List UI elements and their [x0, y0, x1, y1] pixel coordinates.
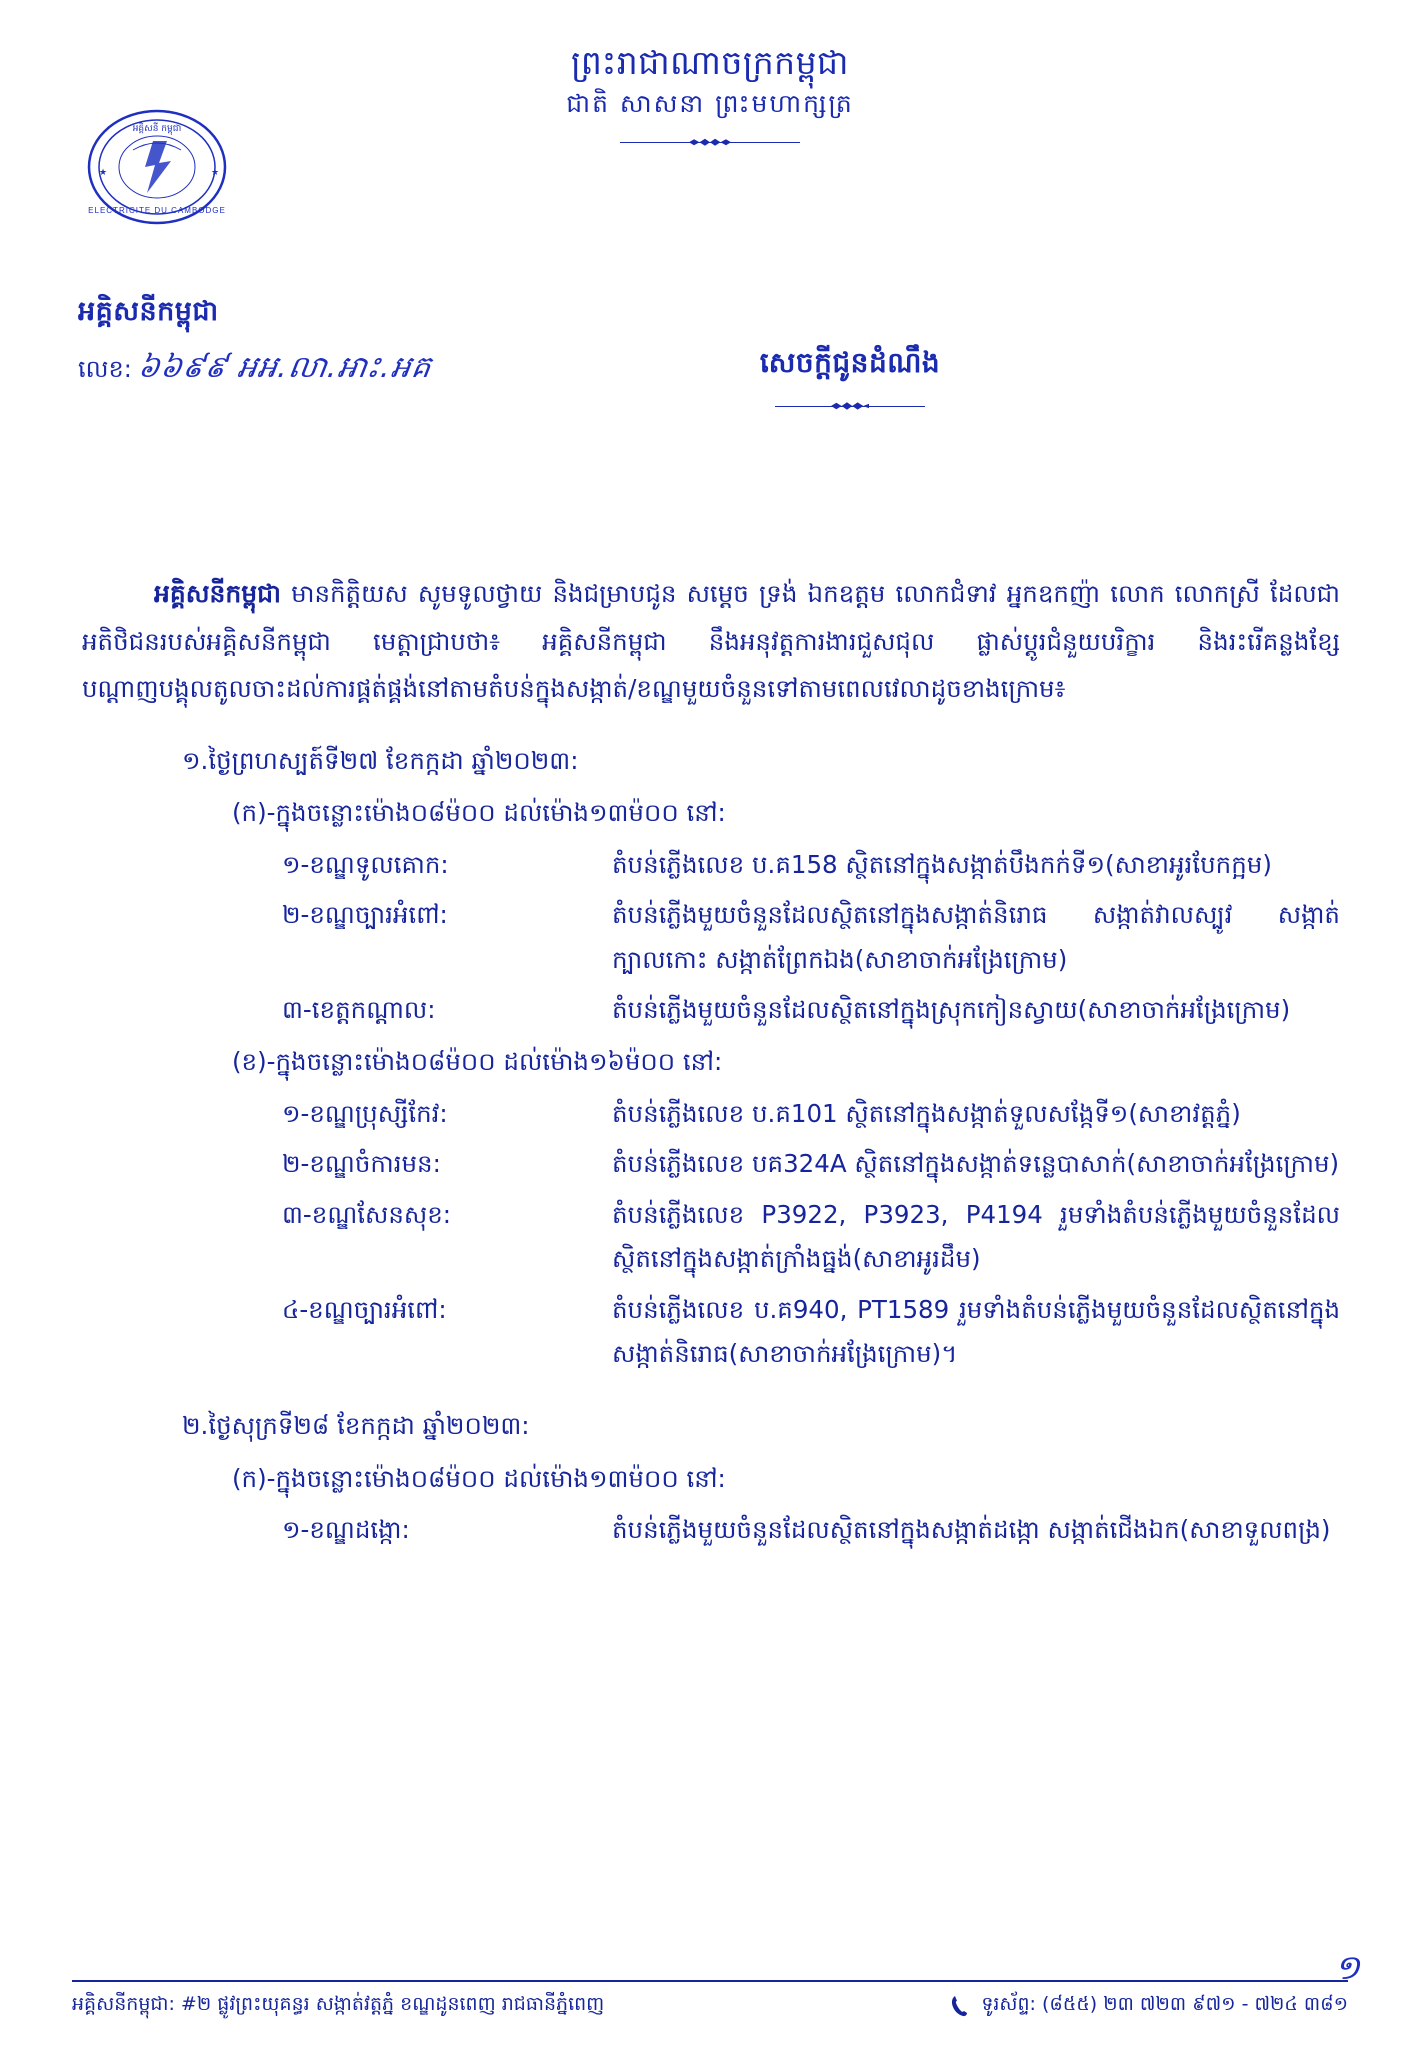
list-item: [282, 988, 1340, 1033]
document-footer: [0, 1980, 1420, 2020]
entry-name: ១-ខណ្ឌទូលគោក:: [282, 849, 449, 879]
entry-description: តំបន់ភ្លើងមួយចំនួនដែលស្ថិតនៅក្នុងស្រុកកៀនស្វាយ(សាខាចាក់អង្រែក្រោម): [612, 995, 1291, 1025]
group-label: (ខ)-ក្នុងចន្លោះម៉ោង០៨ម៉០០ ដល់ម៉ោង១៦ម៉០០ នៅ:: [232, 1046, 723, 1076]
footer-phone-text: ទូរស័ព្ទ: (៨៥៥) ២៣ ៧២៣ ៩៧១ - ៧២៤ ៣៨១: [981, 1993, 1348, 2015]
group-label: (ក)-ក្នុងចន្លោះម៉ោង០៨ម៉០០ ដល់ម៉ោង១៣ម៉០០ នៅ:: [232, 798, 726, 828]
group-label: (ក)-ក្នុងចន្លោះម៉ោង០៨ម៉០០ ដល់ម៉ោង១៣ម៉០០ នៅ:: [232, 1463, 726, 1493]
header-ornament-divider: [620, 135, 800, 151]
footer-divider: [72, 1980, 1348, 1982]
entry-name: ២-ខណ្ឌច្បារអំពៅ:: [282, 900, 448, 930]
lightning-seal-icon: [85, 105, 260, 240]
entry-description: តំបន់ភ្លើងមួយចំនួនដែលស្ថិតនៅក្នុងសង្កាត់និរោធ សង្កាត់វាលស្បូវ សង្កាត់ក្បាលកោះ សង្កាត់ព្រែកឯង(សាខាចាក់អង្រែក្រោម): [612, 900, 1340, 974]
entry-name: ២-ខណ្ឌចំការមន:: [282, 1149, 441, 1179]
document-type-block: [640, 345, 1060, 414]
entry-name: ៤-ខណ្ឌច្បារអំពៅ:: [282, 1294, 447, 1324]
phone-icon: [949, 1994, 971, 2018]
reference-number-value: ៦៦៩៩ អអ.លា.អាះ.អគ: [135, 350, 434, 385]
entry-name: ១-ខណ្ឌដង្កោ:: [282, 1515, 410, 1545]
section-title: ១.ថ្ងៃព្រហស្បត៍ទី២៧ ខែកក្កដា ឆ្នាំ២០២៣:: [182, 745, 579, 775]
section-day-1: [82, 738, 1340, 1377]
list-item: [282, 843, 1340, 888]
svg-text:★: ★: [211, 167, 220, 177]
entry-name: ៣-ខណ្ឌសែនសុខ:: [282, 1199, 452, 1229]
entry-name: ១-ខណ្ឌប្រុស្សីកែវ:: [282, 1098, 448, 1128]
section-group: [82, 1456, 1340, 1553]
section-group: [82, 790, 1340, 1033]
entry-description: តំបន់ភ្លើងលេខ ប.គ158 ស្ថិតនៅក្នុងសង្កាត់បឹងកក់ទី១(សាខាអូរបែកក្អម): [612, 849, 1272, 879]
document-type-title: សេចក្តីជូនដំណឹង: [759, 346, 941, 379]
footer-contact: [949, 1992, 1348, 2020]
list-item: [282, 1508, 1340, 1553]
entry-description: តំបន់ភ្លើងលេខ P3922, P3923, P4194 រួមទាំងតំបន់ភ្លើងមួយចំនួនដែលស្ថិតនៅក្នុងសង្កាត់ក្រាំងធ្នង់(សាខាអូរដឹម): [612, 1199, 1340, 1274]
official-seal: [85, 105, 260, 240]
list-item: [282, 893, 1340, 982]
nation-title: ព្រះរាជាណាចក្រកម្ពុជា: [571, 43, 849, 82]
list-item: [282, 1142, 1340, 1187]
document-body: [82, 545, 1340, 1553]
list-item: [282, 1288, 1340, 1377]
svg-text:អគ្គិសនី កម្ពុជា: អគ្គិសនី កម្ពុជា: [132, 124, 182, 134]
svg-text:ELECTRICITE DU CAMBODGE: ELECTRICITE DU CAMBODGE: [88, 206, 226, 215]
svg-text:★: ★: [99, 167, 108, 177]
entry-description: តំបន់ភ្លើងមួយចំនួនដែលស្ថិតនៅក្នុងសង្កាត់ដង្កោ សង្កាត់ជើងឯក(សាខាទួលពង្រ): [612, 1515, 1331, 1545]
nation-motto: ជាតិ សាសនា ព្រះមហាក្សត្រ: [566, 89, 854, 119]
section-day-2: [82, 1403, 1340, 1553]
list-item: [282, 1092, 1340, 1137]
intro-paragraph: [82, 570, 1340, 712]
organization-name: អគ្គិសនីកម្ពុជា: [78, 296, 219, 327]
organization-block: [78, 295, 638, 392]
intro-lead: អគ្គិសនីកម្ពុជា: [154, 578, 281, 608]
document-type-ornament: [775, 400, 925, 414]
reference-number-label: លេខ:: [78, 355, 132, 383]
list-item: [282, 1193, 1340, 1282]
page-number: ១: [1334, 1948, 1360, 1988]
entry-name: ៣-ខេត្តកណ្តាល:: [282, 995, 436, 1025]
reference-number-row: [78, 348, 638, 392]
footer-address: អគ្គិសនីកម្ពុជា: #២ ផ្លូវព្រះយុគន្ធរ សង្កាត់វត្តភ្នំ ខណ្ឌដូនពេញ រាជធានីភ្នំពេញ: [72, 1993, 605, 2015]
footer-row: [72, 1992, 1348, 2020]
section-title: ២.ថ្ងៃសុក្រទី២៨ ខែកក្កដា ឆ្នាំ២០២៣:: [182, 1410, 530, 1440]
intro-text: មានកិត្តិយស សូមទូលថ្វាយ និងជម្រាបជូន សម្តេច ទ្រង់ ឯកឧត្តម លោកជំទាវ អ្នកឧកញ៉ា លោក លោកស្រី ដែលជាអតិថិជនរបស់អគ្គិសនីកម្ពុជា មេត្តាជ្រាបថា៖ អគ្គិសនីកម្ពុជា នឹងអនុវត្តការងារជួសជុល ផ្លាស់ប្តូរជំនួយបរិក្ខារ និងរះរើគន្លងខ្សែបណ្តាញបង្គុលតូលចាះដល់ការផ្គត់ផ្គង់នៅតាមតំបន់ក្នុងសង្កាត់/ខណ្ឌមួយចំនួនទៅតាមពេលវេលាដូចខាងក្រោម៖: [82, 578, 1340, 703]
entry-description: តំបន់ភ្លើងលេខ ប.គ940, PT1589 រួមទាំងតំបន់ភ្លើងមួយចំនួនដែលស្ថិតនៅក្នុងសង្កាត់និរោធ(សាខាចាក់អង្រែក្រោម)។: [612, 1294, 1340, 1369]
entry-description: តំបន់ភ្លើងលេខ ប.គ101 ស្ថិតនៅក្នុងសង្កាត់ទួលសង្កែទី១(សាខាវត្តភ្នំ): [612, 1098, 1241, 1128]
section-group: [82, 1039, 1340, 1377]
entry-description: តំបន់ភ្លើងលេខ បគ324A ស្ថិតនៅក្នុងសង្កាត់ទន្លេបាសាក់(សាខាចាក់អង្រែក្រោម): [612, 1149, 1340, 1179]
